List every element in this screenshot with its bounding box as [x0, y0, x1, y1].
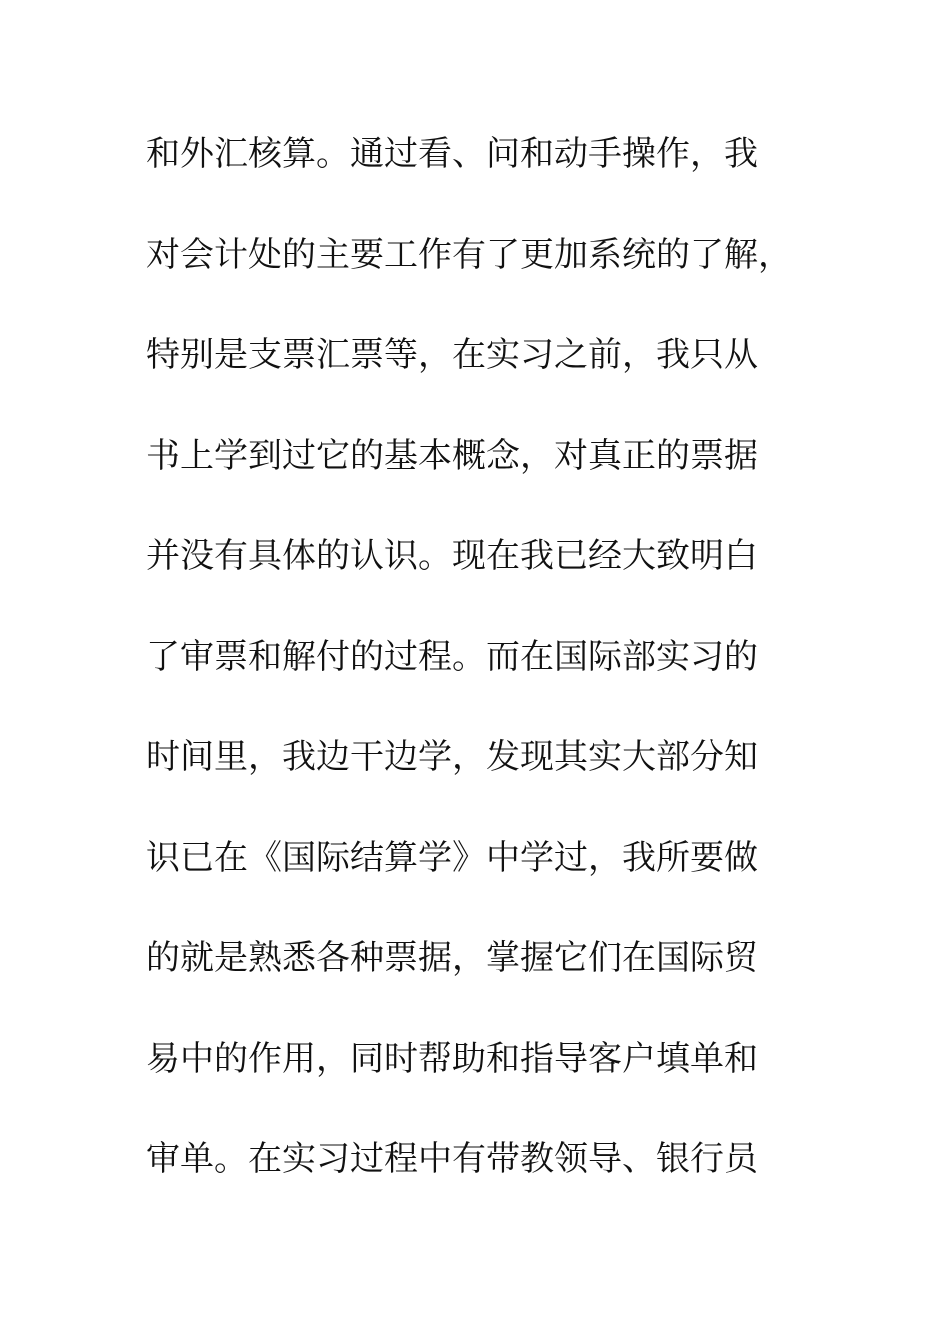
text-line-8: 识已在《国际结算学》中学过，我所要做: [146, 837, 758, 878]
text-line-1: 和外汇核算。通过看、问和动手操作，我: [146, 134, 758, 174]
text-line-6: 了审票和解付的过程。而在国际部实习的: [146, 636, 758, 677]
text-line-4: 书上学到过它的基本概念，对真正的票据: [146, 435, 758, 476]
text-line-3: 特别是支票汇票等，在实习之前，我只从: [146, 335, 758, 375]
text-line-5: 并没有具体的认识。现在我已经大致明白: [146, 536, 758, 576]
text-line-11: 审单。在实习过程中有带教领导、银行员: [146, 1139, 758, 1179]
text-line-2: 对会计处的主要工作有了更加系统的了解，: [146, 234, 792, 275]
text-line-7: 时间里，我边干边学，发现其实大部分知: [146, 737, 758, 777]
body-text: [146, 122, 846, 1228]
text-line-10: 易中的作用，同时帮助和指导客户填单和: [146, 1038, 758, 1079]
text-line-9: 的就是熟悉各种票据，掌握它们在国际贸: [146, 938, 758, 978]
